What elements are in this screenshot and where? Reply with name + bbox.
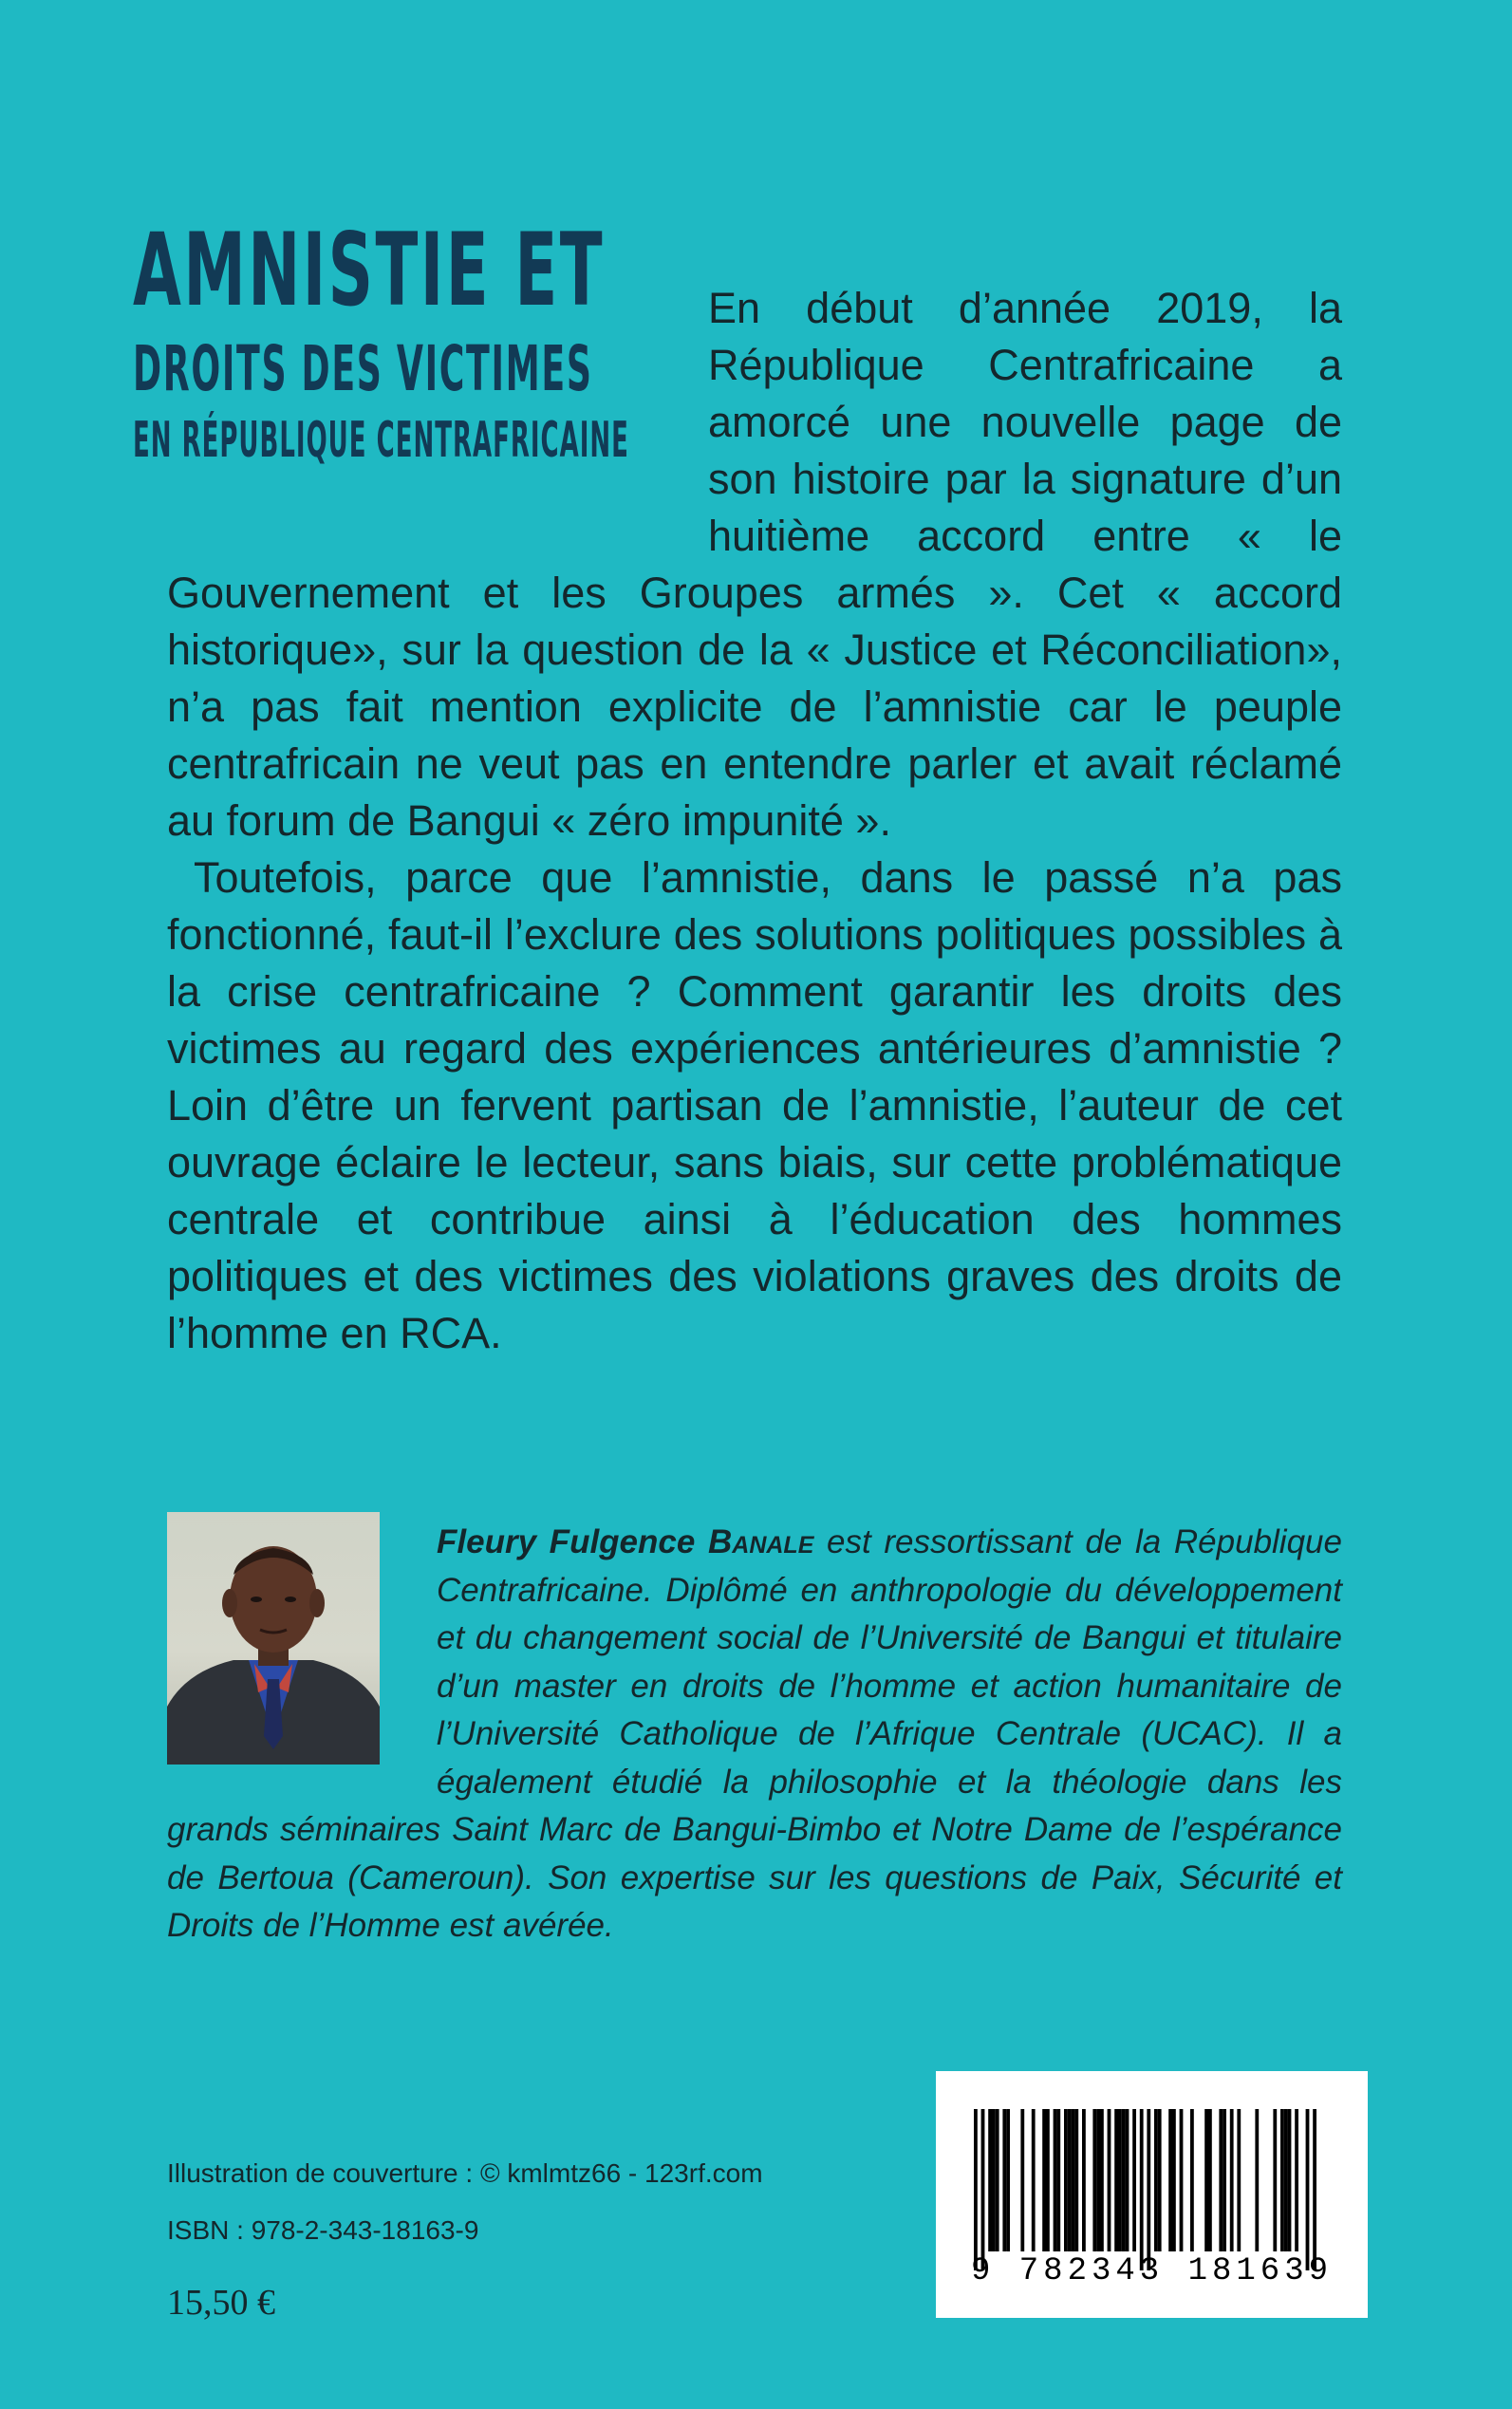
barcode-bar <box>1054 2109 1057 2251</box>
illustration-credit: Illustration de couverture : © kmlmtz66 - 123rf.com <box>167 2158 763 2188</box>
barcode-digits: 9 782343 181639 <box>970 2253 1334 2289</box>
barcode-bar <box>1126 2109 1129 2251</box>
barcode-bar <box>1190 2109 1194 2251</box>
barcode-bar <box>1064 2109 1068 2251</box>
barcode-bar <box>1288 2109 1292 2251</box>
barcode-bar <box>1020 2109 1024 2251</box>
barcode-bar <box>1180 2109 1184 2251</box>
barcode-bar <box>1046 2109 1050 2251</box>
barcode-bar <box>1273 2109 1277 2251</box>
back-cover-blurb <box>167 280 1342 1362</box>
barcode-bar <box>1219 2109 1223 2251</box>
barcode-bar <box>1158 2109 1162 2251</box>
barcode-bar <box>1072 2109 1075 2251</box>
barcode-bar <box>1108 2109 1111 2251</box>
barcode-bar <box>1056 2109 1060 2251</box>
barcode-bar <box>981 2109 985 2270</box>
barcode-bar <box>1168 2109 1172 2251</box>
barcode-bar <box>1006 2109 1010 2251</box>
barcode-bar <box>996 2109 999 2251</box>
barcode-bar <box>1284 2109 1288 2251</box>
barcode-bar <box>1230 2109 1234 2251</box>
barcode-bar <box>1147 2109 1150 2270</box>
barcode-bar <box>1074 2109 1078 2251</box>
barcode-bar <box>1096 2109 1100 2251</box>
barcode-bar <box>1100 2109 1104 2251</box>
barcode <box>936 2071 1368 2318</box>
blurb-paragraph-1: En début d’année 2019, la République Centrafricaine a amorcé une nouvelle page de son histoire par la signature d’un huitième accord entre « le Gouvernement et les Groupes armés ». Cet « accord historique», sur la question de la « Justice et Réconciliation», n’a pas fait mention explicite de l’amnistie car le peuple centrafricain ne veut pas en entendre parler et avait réclamé au forum de Bangui « zéro impunité ». <box>167 284 1342 845</box>
barcode-bar <box>974 2109 978 2270</box>
barcode-bar <box>1132 2109 1136 2251</box>
barcode-bar <box>1313 2109 1316 2270</box>
barcode-bar <box>1237 2109 1241 2251</box>
author-bio <box>167 1519 1342 1951</box>
price: 15,50 € <box>167 2283 275 2323</box>
barcode-bar <box>1114 2109 1118 2251</box>
barcode-bar <box>1280 2109 1284 2251</box>
barcode-bar <box>1172 2109 1176 2251</box>
barcode-bar <box>1002 2109 1006 2251</box>
barcode-bar <box>988 2109 992 2251</box>
barcode-bar <box>1042 2109 1046 2251</box>
barcode-bar <box>1122 2109 1126 2251</box>
barcode-bar <box>1140 2109 1144 2270</box>
barcode-bar <box>1082 2109 1086 2251</box>
barcode-bar <box>1118 2109 1122 2251</box>
isbn: ISBN : 978-2-343-18163-9 <box>167 2215 479 2245</box>
author-surname: Banale <box>707 1523 814 1560</box>
barcode-bar <box>992 2109 996 2251</box>
barcode-bar <box>1154 2109 1158 2251</box>
barcode-bar <box>1223 2109 1226 2251</box>
title-line-3: EN RÉPUBLIQUE CENTRAFRICAINE <box>133 412 629 469</box>
title-line-1: AMNISTIE ET <box>133 212 606 328</box>
barcode-bar <box>1068 2109 1072 2251</box>
barcode-bar <box>1255 2109 1259 2251</box>
author-first-names: Fleury Fulgence <box>437 1523 696 1560</box>
title-line-2: DROITS DES VICTIMES <box>133 332 593 405</box>
barcode-bar <box>1204 2109 1208 2251</box>
barcode-bar <box>1306 2109 1310 2270</box>
barcode-bar <box>1295 2109 1298 2251</box>
blurb-paragraph-2: Toutefois, parce que l’amnistie, dans le passé n’a pas fonctionné, faut-il l’exclure des solutions politiques possibles à la crise centrafricaine ? Comment garantir les droits des victimes au regard des expériences antérieures d’amnistie ? Loin d’être un fervent partisan de l’amnistie, l’auteur de cet ouvrage éclaire le lecteur, sans biais, sur cette problématique centrale et contribue ainsi à l’éducation des hommes politiques et des victimes des violations graves des droits de l’homme en RCA. <box>167 853 1342 1357</box>
barcode-bar <box>1208 2109 1212 2251</box>
barcode-bar <box>1092 2109 1096 2251</box>
author-bio-text: est ressortissant de la République Centrafricaine. Diplômé en anthropologie du développement et du changement social de l’Université de Bangui et titulaire d’un master en droits de l’homme et action humanitaire de l’Université Catholique de l’Afrique Centrale (UCAC). Il a également étudié la philosophie et la théologie dans les grands séminaires Saint Marc de Bangui-Bimbo et Notre Dame de l’espérance de Bertoua (Cameroun). Son expertise sur les questions de Paix, Sécurité et Droits de l’Homme est avérée. <box>167 1523 1342 1944</box>
barcode-bar <box>1032 2109 1036 2251</box>
